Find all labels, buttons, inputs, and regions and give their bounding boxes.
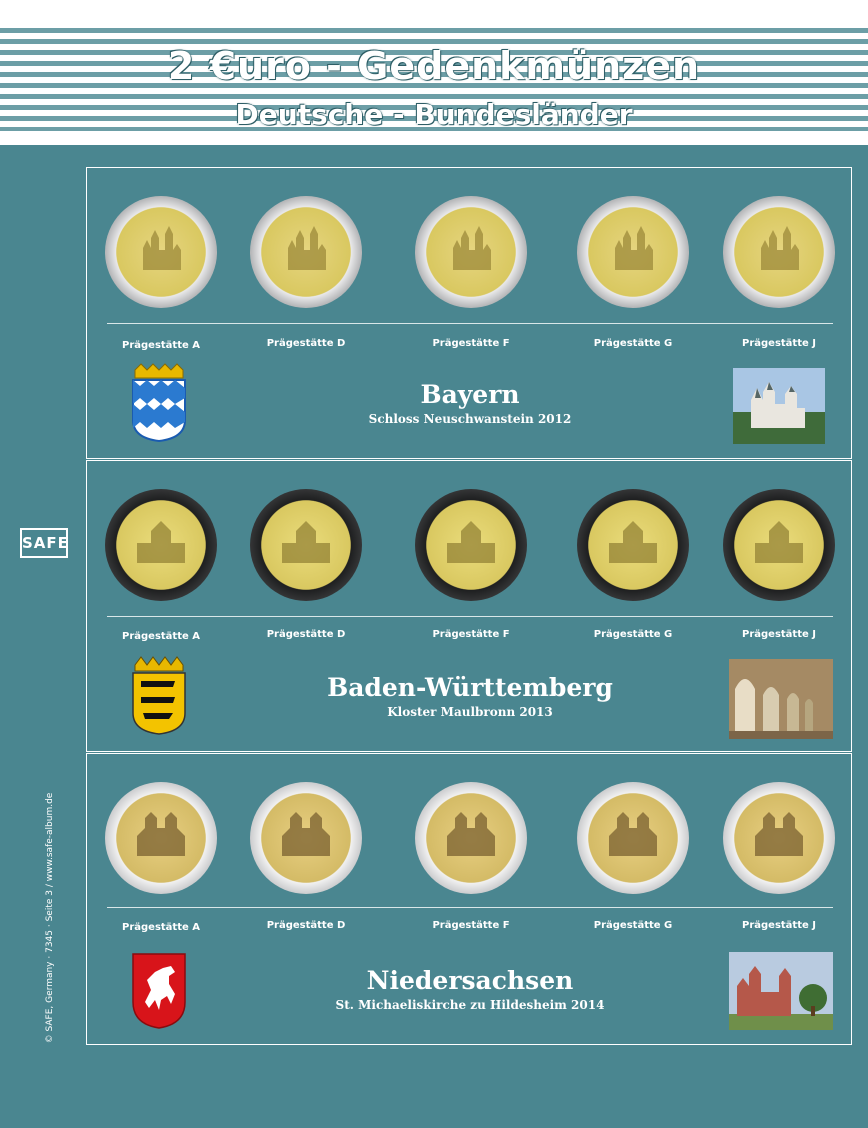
michaeliskirche-photo [729,952,833,1030]
castle-icon [749,220,809,280]
coin-bw-f [415,489,527,601]
mint-label: Prägestätte F [432,338,510,349]
castle-icon [131,220,191,280]
state-name: Bayern [420,380,520,409]
church-icon [441,806,501,866]
coin-ns-g [577,782,689,894]
church-icon [276,806,336,866]
page-title: 2 €uro - Gedenkmünzen [167,44,701,88]
state-subtitle: St. Michaeliskirche zu Hildesheim 2014 [335,998,605,1012]
mint-label: Prägestätte G [593,338,673,349]
mint-label: Prägestätte A [122,631,200,642]
divider [107,907,833,908]
church-icon [603,806,663,866]
state-name: Niedersachsen [366,966,574,995]
coin-bayern-d [250,196,362,308]
mint-label: Prägestätte G [593,629,673,640]
church-icon [131,806,191,866]
state-subtitle: Kloster Maulbronn 2013 [387,705,553,719]
monastery-icon [749,513,809,573]
coin-bayern-g [577,196,689,308]
mint-label: Prägestätte A [122,340,200,351]
monastery-icon [276,513,336,573]
castle-icon [441,220,501,280]
maulbronn-cloister-photo [729,659,833,739]
page-subtitle: Deutsche - Bundesländer [235,98,633,131]
baden-wuerttemberg-crest-icon [129,655,189,735]
safe-logo: SAFE [20,528,68,558]
section-bayern [86,167,852,459]
bayern-crest-icon [129,362,189,442]
mint-label: Prägestätte J [742,629,816,640]
church-icon [749,806,809,866]
mint-label: Prägestätte D [266,920,346,931]
copyright-text: © SAFE, Germany · 7345 · Seite 3 / www.safe-album.de [45,792,55,1044]
divider [107,323,833,324]
coin-bw-d [250,489,362,601]
neuschwanstein-photo [733,368,825,444]
coin-ns-j [723,782,835,894]
state-subtitle: Schloss Neuschwanstein 2012 [368,412,572,426]
castle-icon [603,220,663,280]
mint-label: Prägestätte J [742,338,816,349]
coin-bayern-j [723,196,835,308]
mint-label: Prägestätte D [266,629,346,640]
monastery-icon [441,513,501,573]
mint-label: Prägestätte F [432,920,510,931]
coin-bayern-f [415,196,527,308]
coin-bw-j [723,489,835,601]
mint-label: Prägestätte A [122,922,200,933]
state-name: Baden-Württemberg [327,673,613,702]
mint-label: Prägestätte D [266,338,346,349]
mint-label: Prägestätte F [432,629,510,640]
monastery-icon [603,513,663,573]
section-niedersachsen [86,753,852,1045]
mint-label: Prägestätte J [742,920,816,931]
niedersachsen-horse-crest-icon [129,950,189,1030]
coin-bayern-a [105,196,217,308]
divider [107,616,833,617]
coin-ns-a [105,782,217,894]
coin-ns-f [415,782,527,894]
castle-icon [276,220,336,280]
coin-bw-g [577,489,689,601]
coin-ns-d [250,782,362,894]
monastery-icon [131,513,191,573]
section-baden-wuerttemberg [86,460,852,752]
mint-label: Prägestätte G [593,920,673,931]
coin-bw-a [105,489,217,601]
